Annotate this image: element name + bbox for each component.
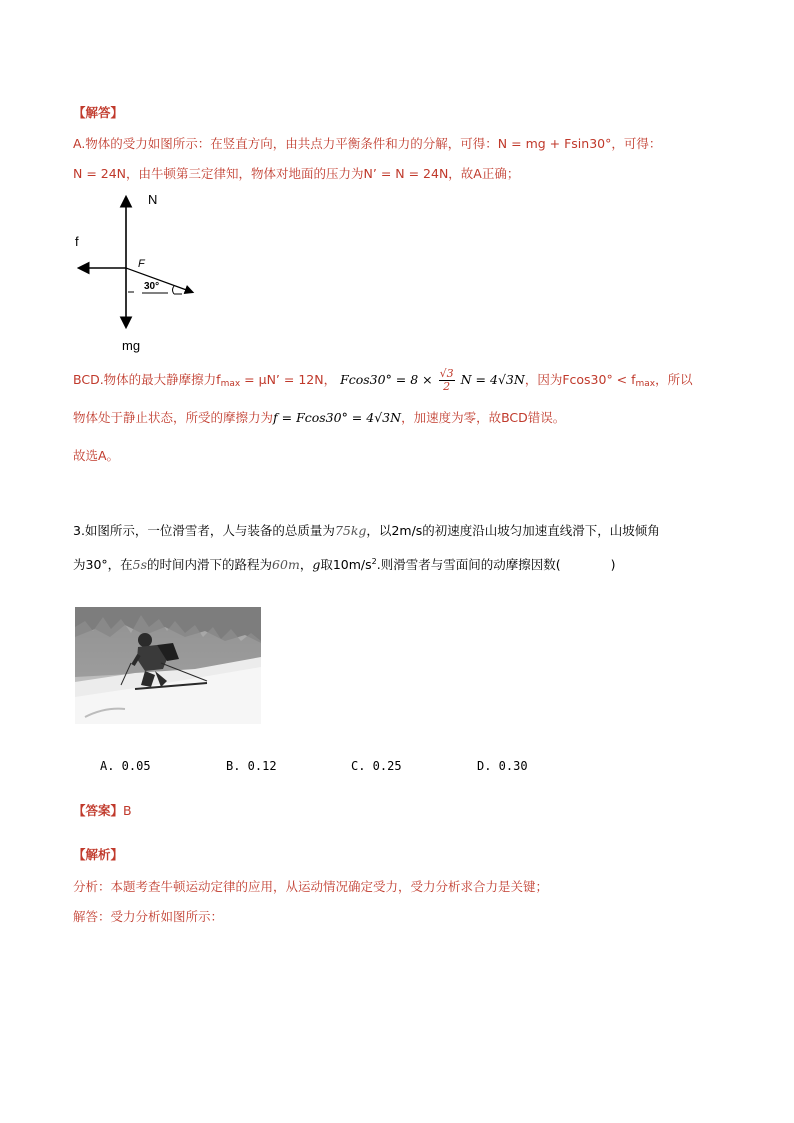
label-F: F xyxy=(138,258,145,270)
option-d: D. 0.30 xyxy=(477,759,528,773)
choose-line: 故选A。 xyxy=(73,448,120,463)
option-b: B. 0.12 xyxy=(226,759,277,773)
label-f: f xyxy=(75,234,79,249)
option-c: C. 0.25 xyxy=(351,759,402,773)
skier-photo xyxy=(75,607,261,724)
analysis-header: 【解析】 xyxy=(73,847,124,862)
solution-line-bcd2: 物体处于静止状态，所受的摩擦力为f = Fcos30° = 4√3N，加速度为零，故BCD错误。 xyxy=(73,410,566,425)
solution-line-bcd: BCD.物体的最大静摩擦力$f_{max} = \mu N$’ = 12N， Fcos30° = 8 × $\frac{√3}{2}$ N = 4√3N，因为$Fcos30^\circ < f_{max}$，所以 xyxy=(73,367,693,393)
question-3-line-2: 为30°，在5s的时间内滑下的路程为60m，g取$10m/s^2$.则滑雪者与雪面间的动摩擦因数( ) xyxy=(73,557,616,572)
solution-line-a2: N = 24N，由牛顿第三定律知，物体对地面的压力为N’ = N = 24N，故A正确； xyxy=(73,166,520,181)
solution-header: 【解答】 xyxy=(73,105,124,120)
answer-header: 【答案】 xyxy=(73,803,124,818)
solution-line-a1: A.物体的受力如图所示：在竖直方向，由共点力平衡条件和力的分解，可得：N = mg + Fsin30°，可得： xyxy=(73,136,662,151)
option-a: A. 0.05 xyxy=(100,759,151,773)
label-angle: 30° xyxy=(144,281,160,292)
analysis-line: 分析：本题考查牛顿运动定律的应用，从运动情况确定受力，受力分析求合力是关键； xyxy=(73,879,549,894)
answer-line xyxy=(73,802,132,820)
question-3-line-1: 3.如图所示，一位滑雪者，人与装备的总质量为75kg，以2m/s的初速度沿山坡匀加速直线滑下，山坡倾角 xyxy=(73,523,660,538)
answer-value: B xyxy=(123,803,132,818)
solve-line: 解答：受力分析如图所示： xyxy=(73,909,224,924)
fraction-sqrt3-over-2: $\frac{√3}{2}$ xyxy=(439,367,454,393)
skier-head xyxy=(138,633,152,647)
force-diagram xyxy=(72,188,212,358)
label-N: N xyxy=(148,192,158,207)
label-mg: mg xyxy=(122,338,141,353)
